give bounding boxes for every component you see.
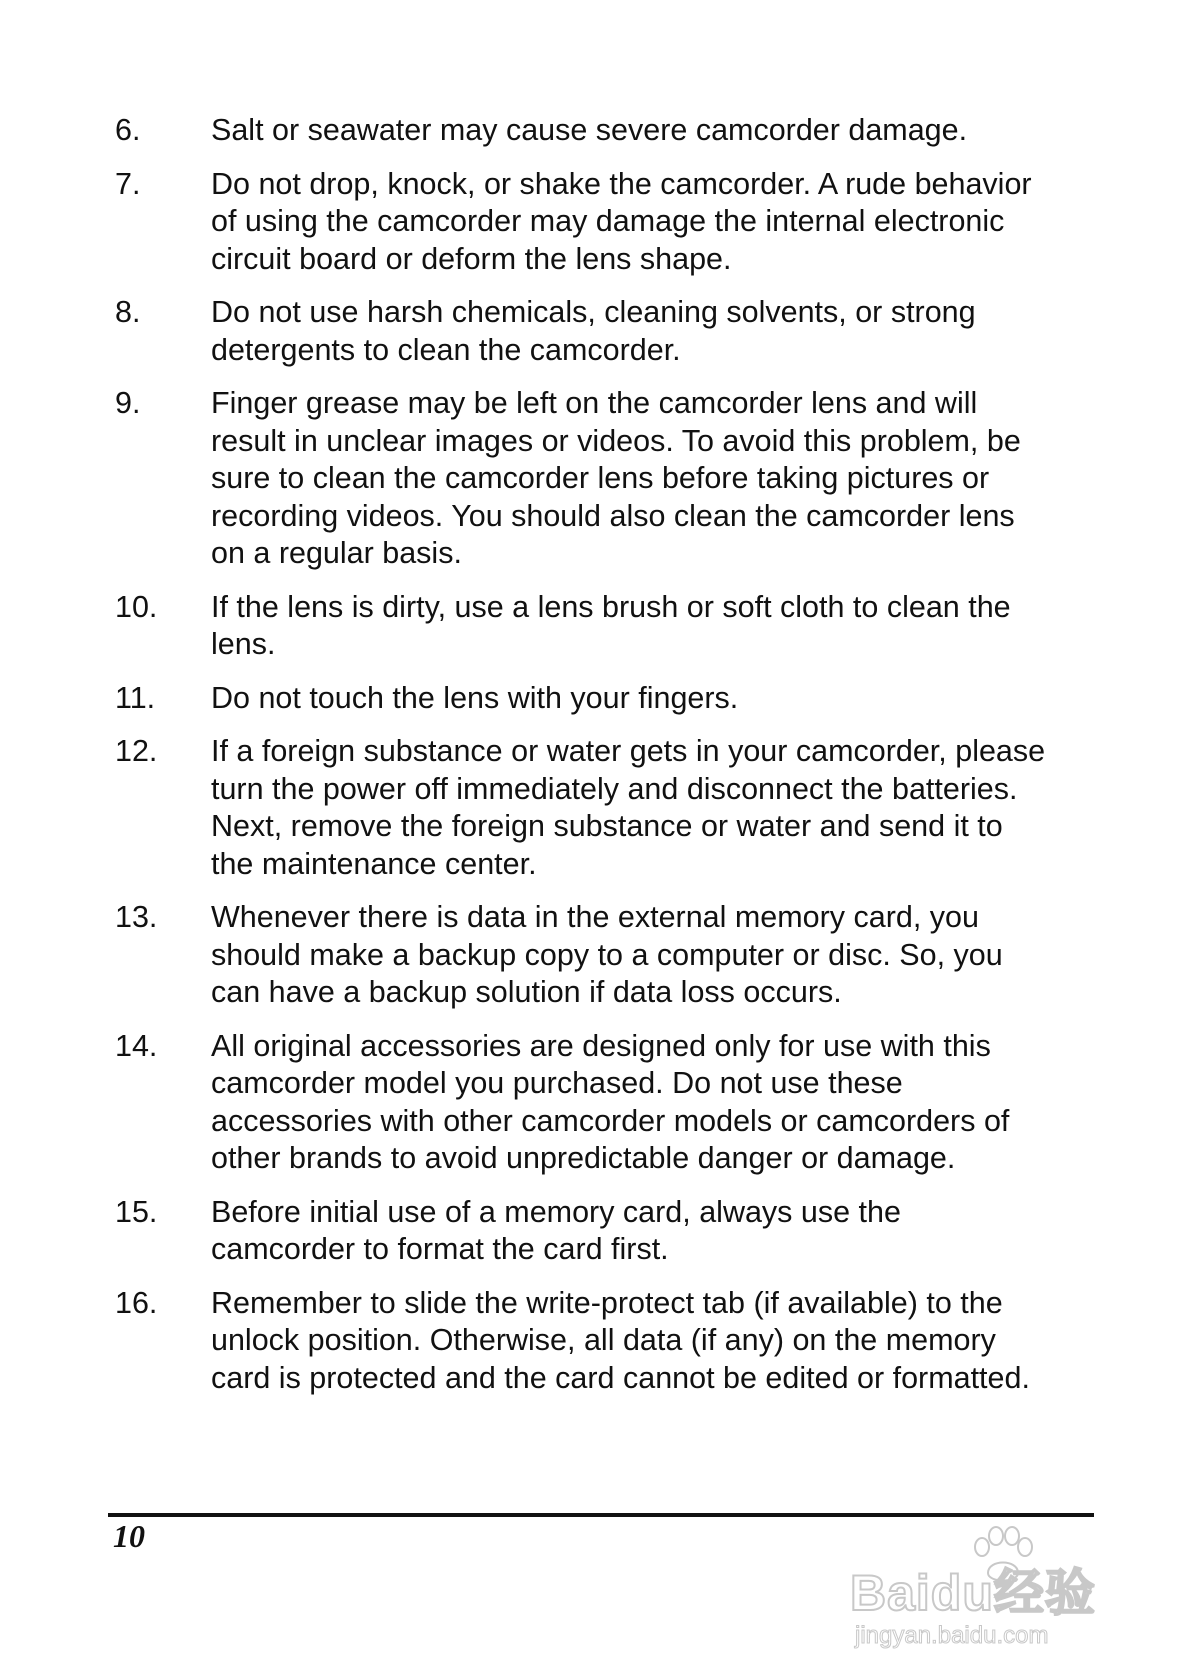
list-item — [0, 385, 1191, 573]
item-text: Finger grease may be left on the camcorder lens and will result in unclear images or videos. To avoid this problem, be sure to clean the camcorder lens before taking pictures or recording videos. You should also clean the camcorder lens on a regular basis. — [211, 386, 1021, 570]
item-text: Whenever there is data in the external memory card, you should make a backup copy to a computer or disc. So, you can have a backup solution if data loss occurs. — [211, 900, 1003, 1009]
watermark-brand: Baidu经验 — [850, 1565, 1096, 1621]
item-number: 13. — [115, 900, 158, 934]
list-item — [0, 294, 1191, 369]
item-number: 6. — [115, 113, 141, 147]
item-text: Do not use harsh chemicals, cleaning solvents, or strong detergents to clean the camcorder. — [211, 295, 976, 367]
precautions-list — [0, 112, 1191, 1413]
item-text: Do not drop, knock, or shake the camcorder. A rude behavior of using the camcorder may damage the internal electronic circuit board or deform the lens shape. — [211, 166, 1032, 276]
item-text: Do not touch the lens with your fingers. — [211, 680, 739, 715]
list-item — [0, 1028, 1191, 1178]
item-text: If the lens is dirty, use a lens brush or soft cloth to clean the lens. — [211, 589, 1011, 661]
item-number: 7. — [115, 166, 141, 201]
item-number: 15. — [115, 1194, 158, 1229]
list-item — [0, 733, 1191, 883]
item-number: 9. — [115, 386, 141, 420]
item-number: 10. — [115, 589, 158, 624]
item-text: Before initial use of a memory card, always use the camcorder to format the card first. — [211, 1194, 901, 1266]
list-item — [0, 1285, 1191, 1398]
item-text: All original accessories are designed only for use with this camcorder model you purchased. Do not use these accessories with other camcorder models or camcorders of other brands to avoid unpredictable danger or damage. — [211, 1028, 1010, 1175]
baidu-watermark — [850, 1525, 1140, 1655]
list-item — [0, 589, 1191, 664]
page-number: 10 — [113, 1518, 145, 1554]
list-item — [0, 899, 1191, 1012]
item-number: 12. — [115, 734, 158, 768]
list-item — [0, 166, 1191, 279]
item-text: Remember to slide the write-protect tab (if available) to the unlock position. Otherwise, all data (if any) on the memory card is protected and the card cannot be edited or formatted. — [211, 1285, 1030, 1395]
list-item — [0, 680, 1191, 718]
list-item — [0, 112, 1191, 150]
item-text: Salt or seawater may cause severe camcorder damage. — [211, 113, 968, 147]
item-number: 14. — [115, 1028, 158, 1063]
watermark-url: jingyan.baidu.com — [855, 1622, 1049, 1649]
item-number: 8. — [115, 295, 141, 329]
item-number: 16. — [115, 1285, 158, 1320]
footer-rule — [108, 1513, 1094, 1517]
item-number: 11. — [115, 680, 156, 715]
list-item — [0, 1194, 1191, 1269]
item-text: If a foreign substance or water gets in your camcorder, please turn the power off immediately and disconnect the batteries. Next, remove the foreign substance or water and send it to the maintenance center. — [211, 734, 1046, 881]
